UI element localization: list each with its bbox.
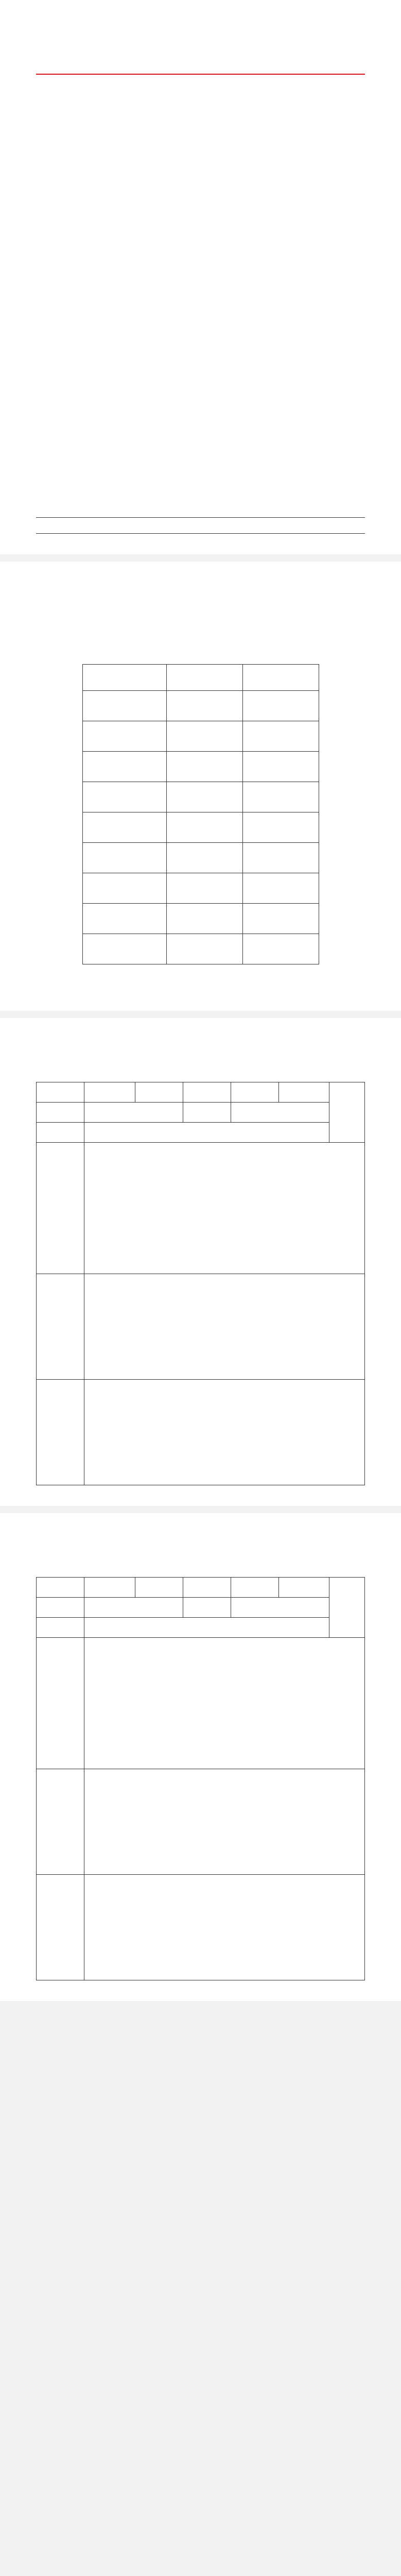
unit-cell bbox=[82, 873, 166, 904]
red-divider bbox=[36, 74, 365, 75]
body-paragraph bbox=[36, 286, 365, 302]
unit-cell bbox=[82, 782, 166, 812]
unit-cell bbox=[82, 934, 166, 964]
school-opinion-label bbox=[37, 1875, 84, 1980]
table-row bbox=[82, 843, 319, 873]
count-cell bbox=[242, 752, 319, 782]
section-heading bbox=[36, 187, 365, 203]
field-birth bbox=[231, 1578, 278, 1598]
table-row bbox=[82, 904, 319, 934]
branch-opinion-box[interactable] bbox=[84, 1274, 365, 1380]
photo-box bbox=[329, 1578, 365, 1638]
document-footer bbox=[36, 517, 365, 534]
section-heading bbox=[36, 222, 365, 238]
column-header bbox=[166, 665, 242, 691]
count-cell bbox=[166, 721, 242, 752]
count-cell bbox=[166, 812, 242, 843]
main-deeds-box[interactable] bbox=[84, 1143, 365, 1274]
section-heading bbox=[36, 305, 365, 321]
field-value[interactable] bbox=[183, 1082, 231, 1103]
annex3-page bbox=[0, 1506, 401, 2001]
main-deeds-box[interactable] bbox=[84, 1638, 365, 1769]
field-value[interactable] bbox=[84, 1598, 183, 1618]
attachment-item bbox=[36, 398, 365, 414]
title-line bbox=[36, 107, 365, 125]
document-title bbox=[36, 89, 365, 143]
field-unit-title bbox=[37, 1618, 84, 1638]
annex1-title bbox=[36, 635, 365, 652]
field-unit-title bbox=[37, 1123, 84, 1143]
field-value[interactable] bbox=[84, 1082, 135, 1103]
annex2-page bbox=[0, 1011, 401, 1506]
column-header bbox=[82, 665, 166, 691]
count-cell bbox=[242, 873, 319, 904]
salutation bbox=[36, 158, 365, 168]
count-cell bbox=[166, 782, 242, 812]
column-header bbox=[242, 665, 319, 691]
field-value[interactable] bbox=[84, 1103, 183, 1123]
field-value[interactable] bbox=[278, 1578, 329, 1598]
allocation-rows bbox=[82, 691, 319, 964]
field-name bbox=[37, 1578, 84, 1598]
table-row bbox=[82, 873, 319, 904]
branch-opinion-label bbox=[37, 1274, 84, 1380]
body-paragraph bbox=[36, 321, 365, 337]
red-masthead bbox=[36, 26, 365, 53]
photo-box bbox=[329, 1082, 365, 1143]
count-cell bbox=[242, 934, 319, 964]
field-value[interactable] bbox=[84, 1618, 329, 1638]
annex1-page bbox=[0, 554, 401, 1011]
unit-cell bbox=[82, 812, 166, 843]
branch-opinion-label bbox=[37, 1769, 84, 1875]
annex1-title bbox=[36, 618, 365, 635]
field-join-date bbox=[37, 1103, 84, 1123]
body-paragraph bbox=[36, 203, 365, 219]
field-value[interactable] bbox=[183, 1578, 231, 1598]
allocation-table bbox=[82, 664, 319, 964]
field-value[interactable] bbox=[84, 1123, 329, 1143]
table-row bbox=[82, 752, 319, 782]
count-cell bbox=[166, 843, 242, 873]
subsection-heading bbox=[36, 270, 365, 286]
annex1-title bbox=[36, 601, 365, 618]
school-opinion-label bbox=[37, 1380, 84, 1485]
unit-cell bbox=[82, 843, 166, 873]
subsection-heading bbox=[36, 238, 365, 254]
annex2-title bbox=[36, 1061, 365, 1075]
count-cell bbox=[166, 691, 242, 721]
field-value[interactable] bbox=[278, 1082, 329, 1103]
field-value[interactable] bbox=[84, 1578, 135, 1598]
annex1-label bbox=[36, 582, 365, 592]
issue-date bbox=[36, 461, 365, 471]
count-cell bbox=[166, 752, 242, 782]
school-opinion-box[interactable] bbox=[84, 1380, 365, 1485]
document-number bbox=[36, 61, 365, 71]
count-cell bbox=[166, 904, 242, 934]
count-cell bbox=[242, 843, 319, 873]
count-cell bbox=[166, 873, 242, 904]
intro-paragraph bbox=[36, 168, 365, 184]
title-line bbox=[36, 125, 365, 143]
notice-page bbox=[0, 0, 401, 554]
field-gender bbox=[135, 1578, 183, 1598]
body-paragraph bbox=[36, 254, 365, 270]
table-header-row bbox=[82, 665, 319, 691]
issuer-signature bbox=[36, 445, 365, 455]
unit-cell bbox=[82, 904, 166, 934]
count-cell bbox=[242, 691, 319, 721]
field-birth bbox=[231, 1082, 278, 1103]
unit-cell bbox=[82, 691, 166, 721]
attachments-intro bbox=[36, 350, 365, 366]
annex3-label bbox=[36, 1534, 365, 1544]
count-cell bbox=[242, 812, 319, 843]
count-cell bbox=[166, 934, 242, 964]
count-cell bbox=[242, 721, 319, 752]
table-row bbox=[82, 721, 319, 752]
count-cell bbox=[242, 782, 319, 812]
main-deeds-label bbox=[37, 1638, 84, 1769]
school-opinion-box[interactable] bbox=[84, 1875, 365, 1980]
recommendation-form bbox=[36, 1577, 365, 1980]
attachment-item bbox=[36, 366, 365, 382]
title-line bbox=[36, 89, 365, 107]
field-name bbox=[37, 1082, 84, 1103]
attachment-list bbox=[36, 350, 365, 414]
annex3-title bbox=[36, 1556, 365, 1570]
attachment-item bbox=[36, 382, 365, 398]
field-gender bbox=[135, 1082, 183, 1103]
unit-cell bbox=[82, 721, 166, 752]
table-row bbox=[82, 782, 319, 812]
field-education bbox=[183, 1598, 231, 1618]
field-value[interactable] bbox=[231, 1103, 329, 1123]
branch-opinion-box[interactable] bbox=[84, 1769, 365, 1875]
field-value[interactable] bbox=[231, 1598, 329, 1618]
table-row bbox=[82, 934, 319, 964]
table-row bbox=[82, 812, 319, 843]
field-join-date bbox=[37, 1598, 84, 1618]
annex2-label bbox=[36, 1039, 365, 1049]
table-row bbox=[82, 691, 319, 721]
recommendation-form bbox=[36, 1082, 365, 1485]
main-deeds-label bbox=[37, 1143, 84, 1274]
count-cell bbox=[242, 904, 319, 934]
unit-cell bbox=[82, 752, 166, 782]
field-education bbox=[183, 1103, 231, 1123]
